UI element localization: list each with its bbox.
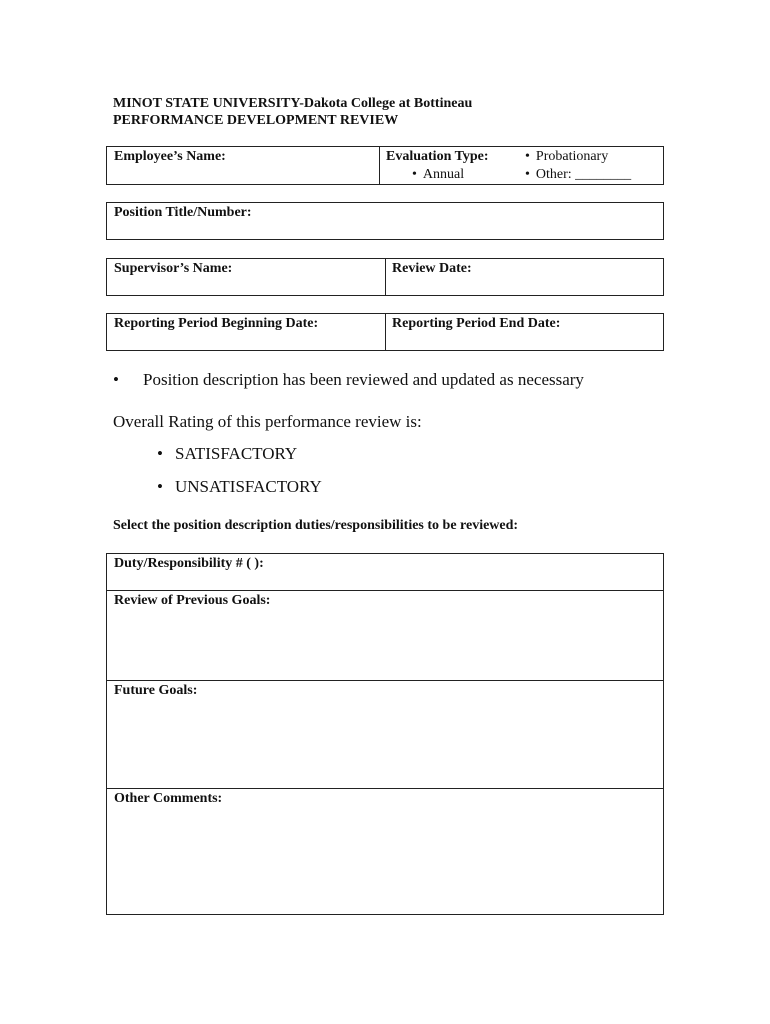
position-title-label: Position Title/Number: (114, 205, 252, 220)
reporting-period-row (106, 313, 664, 351)
university-title: MINOT STATE UNIVERSITY-Dakota College at Bottineau (113, 96, 473, 111)
form-title: PERFORMANCE DEVELOPMENT REVIEW (113, 113, 399, 128)
divider (107, 590, 663, 591)
evaluation-type-label: Evaluation Type: (386, 149, 489, 164)
option-probationary[interactable]: • Probationary (525, 149, 608, 165)
duties-table (106, 553, 664, 915)
bullet-icon: • (157, 444, 163, 463)
future-goals-label: Future Goals: (114, 683, 198, 698)
employee-evaluation-row (106, 146, 664, 185)
review-date-label: Review Date: (392, 261, 472, 276)
duty-number-label: Duty/Responsibility # ( ): (114, 556, 264, 571)
divider (379, 147, 380, 184)
duties-instruction: Select the position description duties/responsibilities to be reviewed: (113, 518, 519, 533)
end-date-label: Reporting Period End Date: (392, 316, 561, 331)
employee-name-label: Employee’s Name: (114, 149, 226, 164)
other-comments-label: Other Comments: (114, 791, 223, 806)
position-description-check[interactable]: Position description has been reviewed and updated as necessary (143, 370, 584, 389)
rating-intro: Overall Rating of this performance review is: (113, 412, 422, 431)
supervisor-name-label: Supervisor’s Name: (114, 261, 233, 276)
divider (385, 259, 386, 295)
previous-goals-label: Review of Previous Goals: (114, 593, 271, 608)
rating-unsatisfactory[interactable]: UNSATISFACTORY (175, 477, 322, 496)
position-row (106, 202, 664, 240)
supervisor-row (106, 258, 664, 296)
begin-date-label: Reporting Period Beginning Date: (114, 316, 319, 331)
option-other[interactable]: • Other: ________ (525, 167, 631, 183)
divider (107, 680, 663, 681)
rating-satisfactory[interactable]: SATISFACTORY (175, 444, 298, 463)
bullet-icon: • (157, 477, 163, 496)
bullet-icon: • (113, 370, 119, 389)
option-annual[interactable]: • Annual (412, 167, 464, 183)
divider (107, 788, 663, 789)
divider (385, 314, 386, 350)
